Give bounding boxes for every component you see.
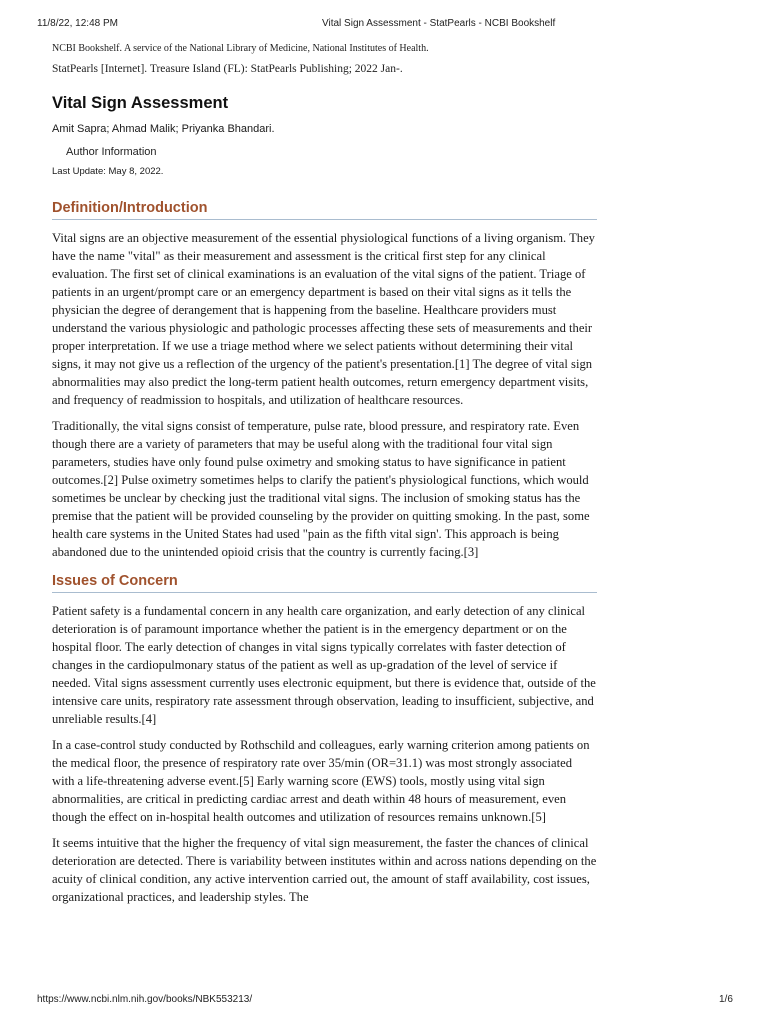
paragraph: Traditionally, the vital signs consist of temperature, pulse rate, blood pressure, and respiratory rate. Even though there are a variety of parameters that may be useful along with the traditional four vital sign parameters, studies have only found pulse oximetry and smoking status to have significance in patient outcomes.[2] Pulse oximetry sometimes helps to clarify the patient's physiological functions, which would sometimes be unclear by checking just the traditional vital signs. The inclusion of smoking status has the premise that the patient will be provided counseling by the provider on quitting smoking. In the past, some health care systems in the United States had used "pain as the fifth vital sign'. This approach is being abandoned due to the unintended opioid crisis that the country is currently facing.[3] [52,419,590,559]
print-page-title: Vital Sign Assessment - StatPearls - NCBI Bookshelf [322,18,556,29]
paragraph: Vital signs are an objective measurement of the essential physiological functions of a living organism. They have the name "vital" as their measurement and assessment is the critical first step for any clinical evaluation. The first set of clinical examinations is an evaluation of the vital signs of the patient. Triage of patients in an urgent/prompt care or an emergency department is based on their vital signs as it tells the physician the degree of derangement that is happening from the baseline. Healthcare providers must understand the various physiologic and pathologic processes affecting these sets of measurements and their proper interpretation. If we use a triage method where we select patients without determining their vital signs, it may not give us a reflection of the urgency of the patient's presentation.[1] The degree of vital sign abnormalities may also predict the long-term patient health outcomes, return emergency department visits, and frequency of readmission to hospitals, and utilization of healthcare resources. [52,231,595,407]
author-list: Amit Sapra; Ahmad Malik; Priyanka Bhandari. [52,123,275,135]
section-heading: Definition/Introduction [52,199,597,220]
page-number: 1/6 [719,994,733,1005]
print-url: https://www.ncbi.nlm.nih.gov/books/NBK553213/ [37,994,253,1005]
section-heading: Issues of Concern [52,572,597,593]
publication-line: StatPearls [Internet]. Treasure Island (FL): StatPearls Publishing; 2022 Jan-. [52,63,403,75]
author-information-link[interactable]: Author Information [66,146,157,158]
paragraph: It seems intuitive that the higher the frequency of vital sign measurement, the faster the chances of clinical deterioration are detected. There is variability between institutes within and across nations depending on the acuity of clinical condition, any active intervention carried out, the amount of staff availability, cost issues, organizational practices, and leadership styles. The [52,836,597,904]
print-header [0,0,768,40]
article-title: Vital Sign Assessment [52,94,229,112]
document-content [52,40,597,906]
last-update: Last Update: May 8, 2022. [52,166,164,177]
ncbi-bookshelf-line: NCBI Bookshelf. A service of the National Library of Medicine, National Institutes of Health. [52,43,429,54]
paragraph: Patient safety is a fundamental concern in any health care organization, and early detection of any clinical deterioration is of paramount importance whether the patient is in the emergency department or on the hospital floor. The early detection of changes in vital signs typically correlates with faster detection of changes in the cardiopulmonary status of the patient as well as up-gradation of the level of service if needed. Vital signs assessment currently uses electronic equipment, but there is evidence that, outside of the intensive care units, respiratory rate assessment through observation, leading to insufficient, subjective, and unreliable results.[4] [52,604,596,726]
print-datetime: 11/8/22, 12:48 PM [37,18,118,29]
section-issues-of-concern [52,572,597,906]
section-definition-introduction [52,199,597,561]
paragraph: In a case-control study conducted by Rothschild and colleagues, early warning criterion among patients on the medical floor, the presence of respiratory rate over 35/min (OR=31.1) was most strongly associated with a life-threatening adverse event.[5] Early warning score (EWS) tools, mostly using vital sign abnormalities, are critical in predicting cardiac arrest and death within 48 hours of measurement, even though the effect on in-hospital health outcomes and utilization of resources remains unknown.[5] [52,738,590,824]
